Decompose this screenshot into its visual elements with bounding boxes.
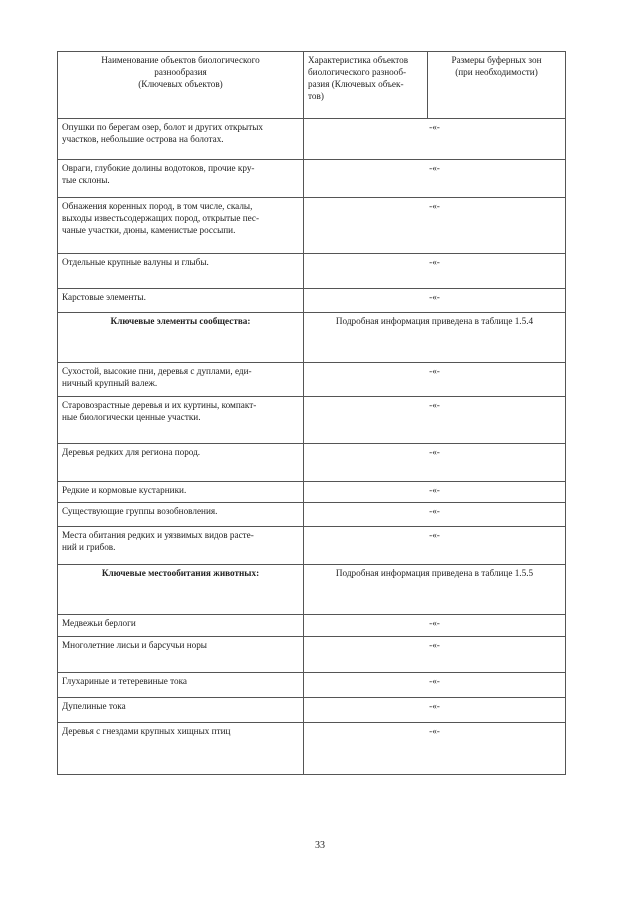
header-objects-name: Наименование объектов биологического разнообразия (Ключевых объектов): [58, 52, 304, 119]
table-row: [58, 119, 566, 160]
header-objects-characteristics: Характеристика объектов биологического разнооб- разия (Ключевых объек- тов): [304, 52, 428, 119]
object-name-cell: Старовозрастные деревья и их куртины, компакт- ные биологически ценные участки.: [58, 397, 304, 444]
ditto-mark-cell: -«-: [304, 503, 566, 527]
object-name-cell: Дупелиные тока: [58, 698, 304, 723]
table-row: [58, 698, 566, 723]
table-row: [58, 198, 566, 254]
table-row: [58, 482, 566, 503]
table-row: [58, 615, 566, 637]
table-row: [58, 363, 566, 397]
section-row: [58, 565, 566, 615]
ditto-mark-cell: -«-: [304, 723, 566, 775]
object-name-cell: Многолетние лисьи и барсучьи норы: [58, 637, 304, 673]
section-reference-cell: Подробная информация приведена в таблице 1.5.4: [304, 313, 566, 363]
ditto-mark-cell: -«-: [304, 698, 566, 723]
table-row: [58, 723, 566, 775]
page-number: 33: [315, 840, 325, 851]
ditto-mark-cell: -«-: [304, 363, 566, 397]
table-row: [58, 503, 566, 527]
biodiversity-objects-table: [57, 51, 566, 775]
ditto-mark-cell: -«-: [304, 615, 566, 637]
object-name-cell: Деревья с гнездами крупных хищных птиц: [58, 723, 304, 775]
table-row: [58, 527, 566, 565]
table-row: [58, 397, 566, 444]
object-name-cell: Существующие группы возобновления.: [58, 503, 304, 527]
ditto-mark-cell: -«-: [304, 673, 566, 698]
ditto-mark-cell: -«-: [304, 397, 566, 444]
table-header-row: [58, 52, 566, 119]
object-name-cell: Места обитания редких и уязвимых видов расте- ний и грибов.: [58, 527, 304, 565]
table-row: [58, 160, 566, 198]
section-title: Ключевые местообитания животных:: [58, 565, 304, 615]
object-name-cell: Редкие и кормовые кустарники.: [58, 482, 304, 503]
section-row: [58, 313, 566, 363]
object-name-cell: Карстовые элементы.: [58, 289, 304, 313]
table-row: [58, 673, 566, 698]
ditto-mark-cell: -«-: [304, 254, 566, 289]
table-row: [58, 289, 566, 313]
object-name-cell: Медвежьи берлоги: [58, 615, 304, 637]
object-name-cell: Отдельные крупные валуны и глыбы.: [58, 254, 304, 289]
object-name-cell: Опушки по берегам озер, болот и других открытых участков, небольшие острова на болотах.: [58, 119, 304, 160]
header-buffer-zone-size: Размеры буферных зон (при необходимости): [428, 52, 566, 119]
ditto-mark-cell: -«-: [304, 527, 566, 565]
ditto-mark-cell: -«-: [304, 160, 566, 198]
table-row: [58, 637, 566, 673]
object-name-cell: Обнажения коренных пород, в том числе, скалы, выходы известьсодержащих пород, открытые пес- чаные участки, дюны, каменистые россыпи.: [58, 198, 304, 254]
object-name-cell: Сухостой, высокие пни, деревья с дуплами, еди- ничный крупный валеж.: [58, 363, 304, 397]
ditto-mark-cell: -«-: [304, 444, 566, 482]
object-name-cell: Овраги, глубокие долины водотоков, прочие кру- тые склоны.: [58, 160, 304, 198]
object-name-cell: Глухариные и тетеревиные тока: [58, 673, 304, 698]
ditto-mark-cell: -«-: [304, 482, 566, 503]
ditto-mark-cell: -«-: [304, 289, 566, 313]
ditto-mark-cell: -«-: [304, 119, 566, 160]
section-reference-cell: Подробная информация приведена в таблице 1.5.5: [304, 565, 566, 615]
section-title: Ключевые элементы сообщества:: [58, 313, 304, 363]
ditto-mark-cell: -«-: [304, 198, 566, 254]
table-row: [58, 254, 566, 289]
table-body: [58, 119, 566, 775]
ditto-mark-cell: -«-: [304, 637, 566, 673]
table-row: [58, 444, 566, 482]
object-name-cell: Деревья редких для региона пород.: [58, 444, 304, 482]
